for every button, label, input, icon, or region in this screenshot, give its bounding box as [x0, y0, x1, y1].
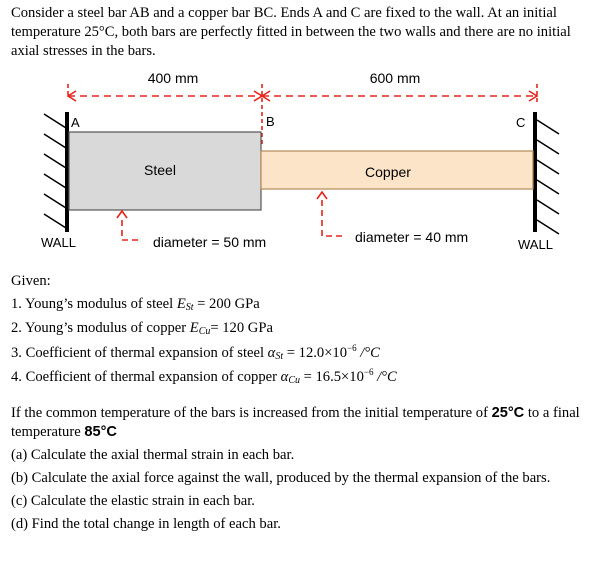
dimension-bc-label: 600 mm [369, 70, 421, 86]
right-wall-label: WALL [518, 237, 553, 252]
given-heading: Given: [11, 273, 51, 289]
question-d: (d) Find the total change in length of each bar. [11, 516, 281, 532]
questions-section [11, 404, 599, 534]
given-item-2: 2. Young’s modulus of copper ECu= 120 GPa [11, 320, 273, 337]
right-wall-hatch [537, 120, 559, 234]
given-section [11, 270, 591, 391]
bar-diagram [0, 62, 606, 262]
copper-label: Copper [365, 164, 411, 180]
copper-diameter-label: diameter = 40 mm [355, 229, 469, 245]
given-item-4: 4. Coefficient of thermal expansion of copper $\alpha Cu = 16.5\times 10^{-6}$ /°C [11, 367, 397, 386]
steel-label: Steel [144, 162, 176, 178]
point-c-label: C [516, 115, 526, 130]
question-intro: If the common temperature of the bars is increased from the initial temperature of 25°C to a final temperature 85°C [11, 405, 580, 440]
problem-intro: Consider a steel bar AB and a copper bar BC. Ends A and C are fixed to the wall. At an initial temperature 25°C, both bars are perfectly fitted in between the two walls and there are no initial axial stresses in the bars. [11, 5, 571, 59]
dimension-ab-label: 400 mm [147, 70, 199, 86]
given-item-1: 1. Young’s modulus of steel ESt = 200 GPa [11, 295, 260, 313]
steel-diameter-label: diameter = 50 mm [153, 234, 267, 250]
initial-temperature: 25°C [491, 405, 525, 421]
copper-diameter-leader [322, 200, 342, 236]
point-b-label: B [266, 114, 275, 129]
left-wall-hatch [44, 114, 66, 228]
left-wall-label: WALL [41, 235, 76, 250]
question-c: (c) Calculate the elastic strain in each bar. [11, 493, 255, 509]
question-a: (a) Calculate the axial thermal strain in each bar. [11, 447, 295, 463]
final-temperature: 85°C [84, 424, 117, 440]
copper-diameter-arrowhead [317, 192, 327, 199]
question-b: (b) Calculate the axial force against the wall, produced by the thermal expansion of the bars. [11, 470, 551, 486]
given-item-3: 3. Coefficient of thermal expansion of steel $\alpha St = 12.0\times 10^{-6}$ /°C [11, 342, 380, 362]
steel-diameter-arrowhead [117, 211, 127, 218]
point-a-label: A [71, 115, 80, 130]
steel-diameter-leader [122, 220, 142, 240]
